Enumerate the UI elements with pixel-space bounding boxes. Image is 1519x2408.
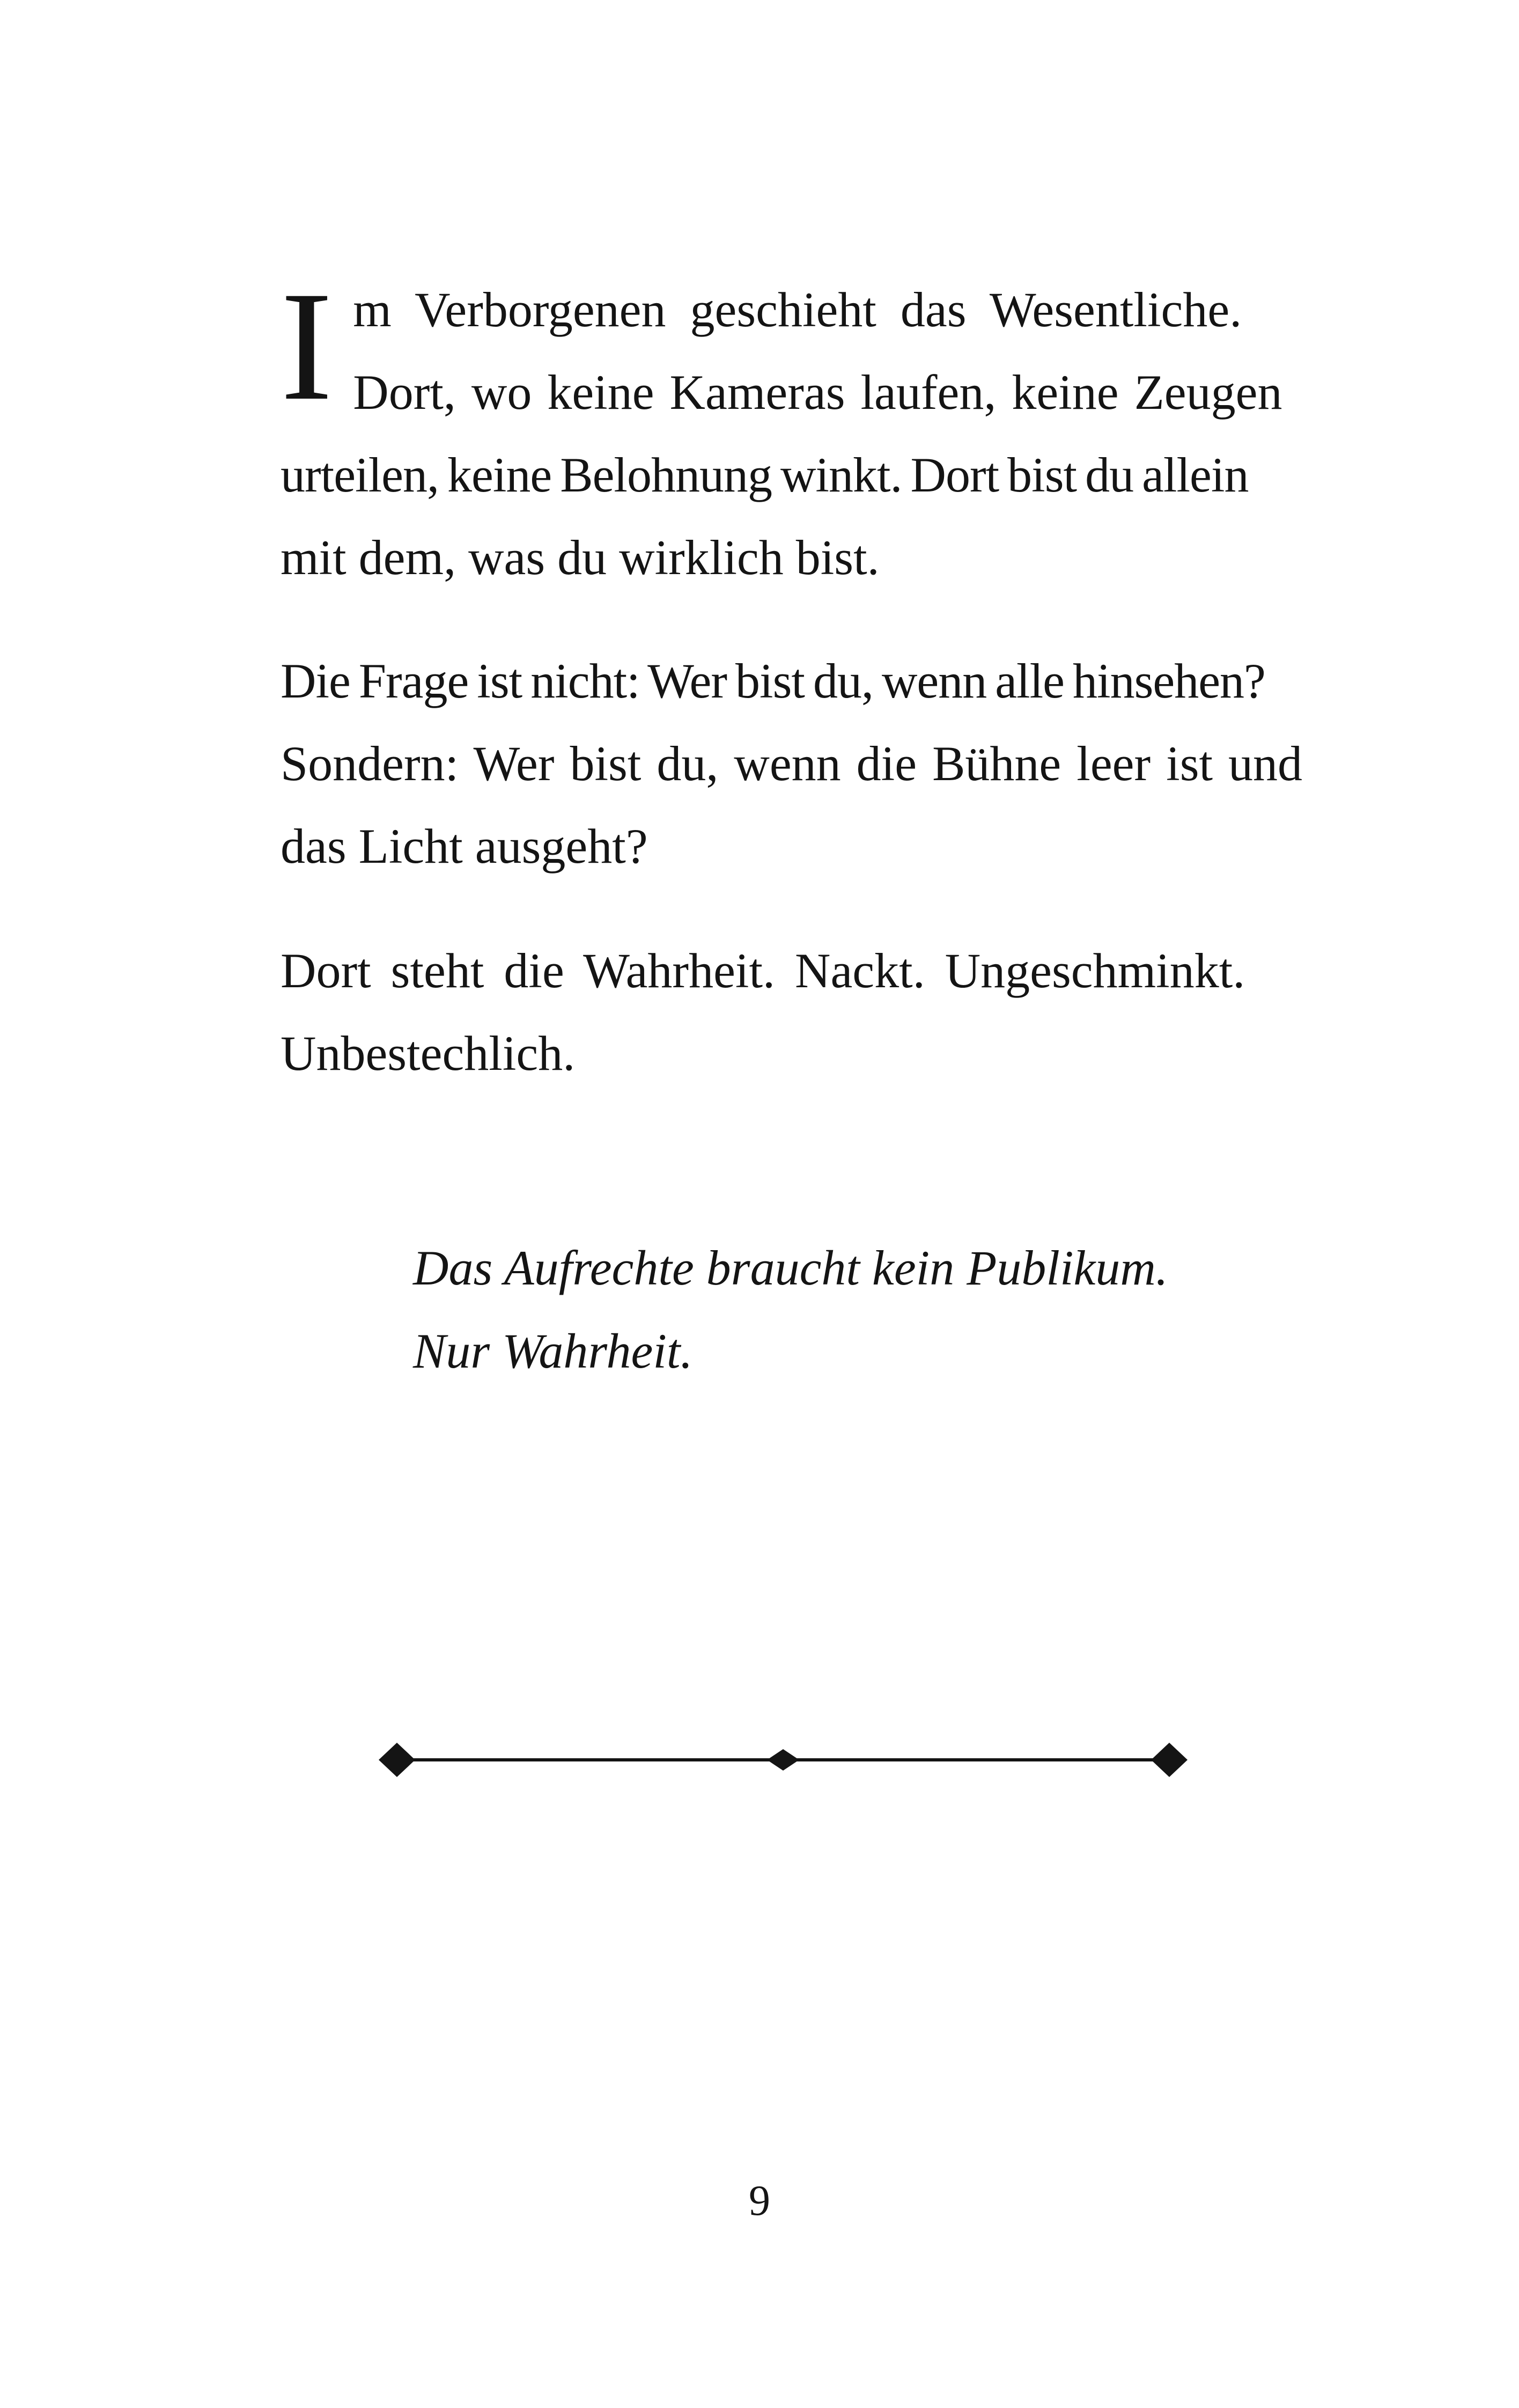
- ornament-center-diamond: [767, 1749, 799, 1771]
- paragraph-2-line-1: Die Frage ist nicht: Wer bist du, wenn alle hinsehen?: [281, 654, 1265, 708]
- closing-quote: [413, 1227, 1168, 1393]
- paragraph-2-line-2: Sondern: Wer bist du, wenn die Bühne leer ist und: [281, 736, 1303, 791]
- drop-cap-indented-lines: [353, 268, 1305, 434]
- quote-line-2: Nur Wahrheit.: [413, 1324, 693, 1378]
- paragraph-1-line-4: mit dem, was du wirklich bist.: [281, 530, 880, 585]
- quote-line-1: Das Aufrechte braucht kein Publikum.: [413, 1240, 1168, 1295]
- ornament-left-diamond: [379, 1743, 415, 1777]
- paragraph-1-line-3: urteilen, keine Belohnung winkt. Dort bist du allein: [281, 447, 1249, 502]
- drop-cap: I: [281, 260, 333, 433]
- paragraph-1-line-2: Dort, wo keine Kameras laufen, keine Zeugen: [353, 365, 1282, 420]
- paragraph-3-line-2: Unbestechlich.: [281, 1026, 576, 1081]
- ornament-right-diamond: [1151, 1743, 1188, 1777]
- page-number: 9: [749, 2177, 770, 2225]
- paragraph-2-line-3: das Licht ausgeht?: [281, 819, 648, 873]
- paragraph-3: [281, 929, 1305, 1095]
- paragraph-2: [281, 640, 1305, 887]
- paragraph-1-line-1: m Verborgenen geschieht das Wesentliche.: [353, 282, 1242, 337]
- paragraph-3-line-1: Dort steht die Wahrheit. Nackt. Ungeschminkt.: [281, 943, 1245, 998]
- diamond-rule-ornament-icon: [375, 1738, 1191, 1781]
- paragraph-1: [281, 260, 1305, 599]
